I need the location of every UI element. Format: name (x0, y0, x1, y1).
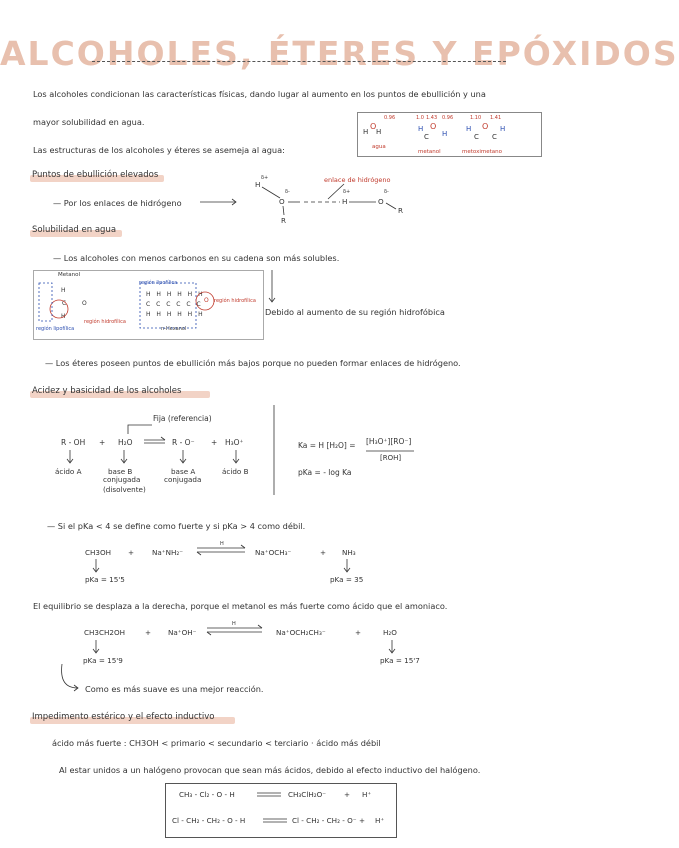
structure-label: metoximetano (462, 149, 502, 155)
species-label: R - O⁻ (172, 438, 195, 447)
atom-label: H (363, 128, 369, 136)
hydrophilic-circle (196, 292, 214, 310)
delta-label: δ- (384, 189, 389, 195)
species-label: CH3OH (85, 548, 112, 557)
plus-sign: + (359, 816, 366, 825)
plus-sign: + (128, 548, 135, 557)
plus-sign: + (211, 438, 218, 447)
species-label: H₂O (118, 438, 133, 447)
section-heading-acidity: Acidez y basicidad de los alcoholes (32, 386, 182, 396)
plus-sign: + (355, 628, 362, 637)
region-label: región lipofílica (36, 326, 75, 332)
reaction-note: Como es más suave es una mejor reacción. (85, 684, 264, 694)
atom-label: H (442, 130, 448, 138)
plus-sign: + (145, 628, 152, 637)
atom-label: R (281, 216, 286, 225)
ka-denominator: [ROH] (380, 454, 402, 462)
species-label: CH₃ClH₂O⁻ (288, 790, 327, 799)
species-role: conjugada (103, 475, 141, 484)
arrow-head (207, 632, 211, 635)
atom-label: O (430, 122, 437, 131)
species-role: ácido A (55, 467, 82, 476)
pointer-line (328, 184, 344, 199)
chain-label: H H H H H H (146, 291, 205, 298)
angle-label: 1.0 (416, 115, 424, 121)
arrow-head (241, 545, 245, 548)
section-heading-solubility: Solubilidad en agua (32, 225, 117, 235)
arrow-head (258, 625, 262, 628)
delta-label: δ+ (343, 189, 351, 195)
pka-expression: pKa = - log Ka (298, 468, 352, 477)
lipophilic-box (140, 283, 196, 328)
section-heading-boiling: Puntos de ebullición elevados (32, 170, 159, 180)
atom-label: R (398, 206, 403, 215)
ka-numerator: [H₃O⁺][RO⁻] (366, 437, 412, 446)
species-label: H₃O⁺ (225, 438, 244, 447)
intro-line-1: Los alcoholes condicionan las características físicas, dando lugar al aumento en los puntos de ebullición y una (33, 89, 486, 99)
atom-label: O (482, 122, 489, 131)
atom-label: O (279, 197, 285, 206)
plus-sign: + (320, 548, 327, 557)
pka-value: pKa = 15'5 (85, 575, 125, 584)
atom-label: H (418, 125, 424, 133)
atom-label: O (82, 300, 87, 307)
species-label: Na⁺OCH₂CH₃⁻ (276, 628, 326, 637)
halogen-effect: Al estar unidos a un halógeno provocan que sean más ácidos, debido al efecto inductivo del halógeno. (59, 765, 481, 775)
pka-value: pKa = 35 (330, 575, 364, 584)
species-label: H⁺ (362, 790, 372, 799)
page-title: ALCOHOLES, ÉTERES Y EPÓXIDOS (0, 34, 679, 73)
hbond-label: enlace de hidrógeno (324, 176, 391, 184)
arrow-head (197, 552, 201, 555)
angle-label: 0.96 (442, 115, 454, 121)
bond-line (386, 203, 396, 209)
angle-label: 1.43 (426, 115, 438, 121)
hydrophilic-circle (50, 300, 68, 318)
species-label: H⁺ (375, 816, 385, 825)
species-label: Na⁺NH₂⁻ (152, 548, 184, 557)
plus-sign: + (344, 790, 351, 799)
ka-expression: Ka = H [H₂O] = (298, 441, 356, 450)
atom-label: C (492, 133, 497, 141)
arrow-label: H (232, 621, 236, 627)
species-label: NH₃ (342, 548, 356, 557)
ethers-item: — Los éteres poseen puntos de ebullición más bajos porque no pueden formar enlaces de hidrógeno. (45, 358, 461, 368)
bond-line (283, 206, 284, 215)
species-label: CH₃ - Cl₂ - O - H (179, 790, 235, 799)
species-role: (disolvente) (103, 485, 146, 494)
chain-label: H H H H H H (146, 311, 205, 318)
species-role: base B (108, 467, 133, 476)
species-label: CH3CH2OH (84, 628, 126, 637)
lipophilic-box (39, 283, 52, 321)
angle-label: 0.96 (384, 115, 396, 121)
atom-label: O (370, 122, 377, 131)
region-label: región lipofílica (139, 280, 178, 286)
species-label: Na⁺OH⁻ (168, 628, 197, 637)
atom-label: C (62, 300, 67, 307)
delta-label: δ+ (261, 175, 269, 181)
equilibrium-text: El equilibrio se desplaza a la derecha, porque el metanol es más fuerte como ácido que el amoniaco. (33, 601, 448, 611)
species-role: ácido B (222, 467, 249, 476)
species-label: Cl - CH₂ - CH₂ - O⁻ (292, 816, 357, 825)
fija-label: Fija (referencia) (153, 414, 212, 423)
atom-label: H (61, 287, 66, 294)
diagram-label: Metanol (58, 272, 81, 278)
structure-label: agua (372, 144, 386, 150)
boiling-item: — Por los enlaces de hidrógeno (53, 198, 182, 208)
diagram-label: n-Hexanol (161, 326, 187, 332)
structure-label: metanol (418, 149, 441, 155)
acidity-order: ácido más fuerte : CH3OH < primario < secundario < terciario · ácido más débil (52, 738, 381, 748)
species-label: H₂O (383, 628, 397, 637)
angle-label: 1.41 (490, 115, 502, 121)
delta-label: δ- (285, 189, 290, 195)
atom-label: H (255, 180, 261, 189)
solubility-note: Debido al aumento de su región hidrofóbica (265, 307, 445, 317)
atom-label: H (376, 128, 382, 136)
solubility-item: — Los alcoholes con menos carbonos en su cadena son más solubles. (53, 253, 340, 263)
arrow-head (161, 437, 165, 440)
atom-label: O (204, 297, 209, 304)
angle-label: 1.10 (470, 115, 482, 121)
atom-label: H (342, 197, 348, 206)
curved-arrow (62, 664, 78, 688)
plus-sign: + (99, 438, 106, 447)
atom-label: C (474, 133, 479, 141)
species-label: R - OH (61, 438, 86, 447)
region-label: región hidrofílica (214, 298, 256, 304)
pka-value: pKa = 15'9 (83, 656, 123, 665)
species-role: base A (171, 467, 196, 476)
bond-line (262, 187, 280, 198)
atom-label: H (466, 125, 472, 133)
intro-line-2: mayor solubilidad en agua. (33, 117, 145, 127)
atom-label: H (500, 125, 506, 133)
arrow-label: H (220, 541, 224, 547)
species-label: Cl - CH₂ - CH₂ - O - H (172, 816, 246, 825)
atom-label: H (61, 313, 66, 320)
region-label: región hidrofílica (84, 319, 126, 325)
pka-rule: — Si el pKa < 4 se define como fuerte y si pKa > 4 como débil. (47, 521, 306, 531)
intro-line-3: Las estructuras de los alcoholes y éteres se asemeja al agua: (33, 145, 285, 155)
pka-value: pKa = 15'7 (380, 656, 420, 665)
species-label: Na⁺OCH₃⁻ (255, 548, 292, 557)
atom-label: O (378, 197, 384, 206)
section-heading-steric: Impedimento estérico y el efecto inductivo (32, 712, 215, 722)
pointer-line (128, 425, 152, 434)
species-role: conjugada (164, 475, 202, 484)
atom-label: C (424, 133, 429, 141)
chain-label: C C C C C C (146, 301, 203, 308)
